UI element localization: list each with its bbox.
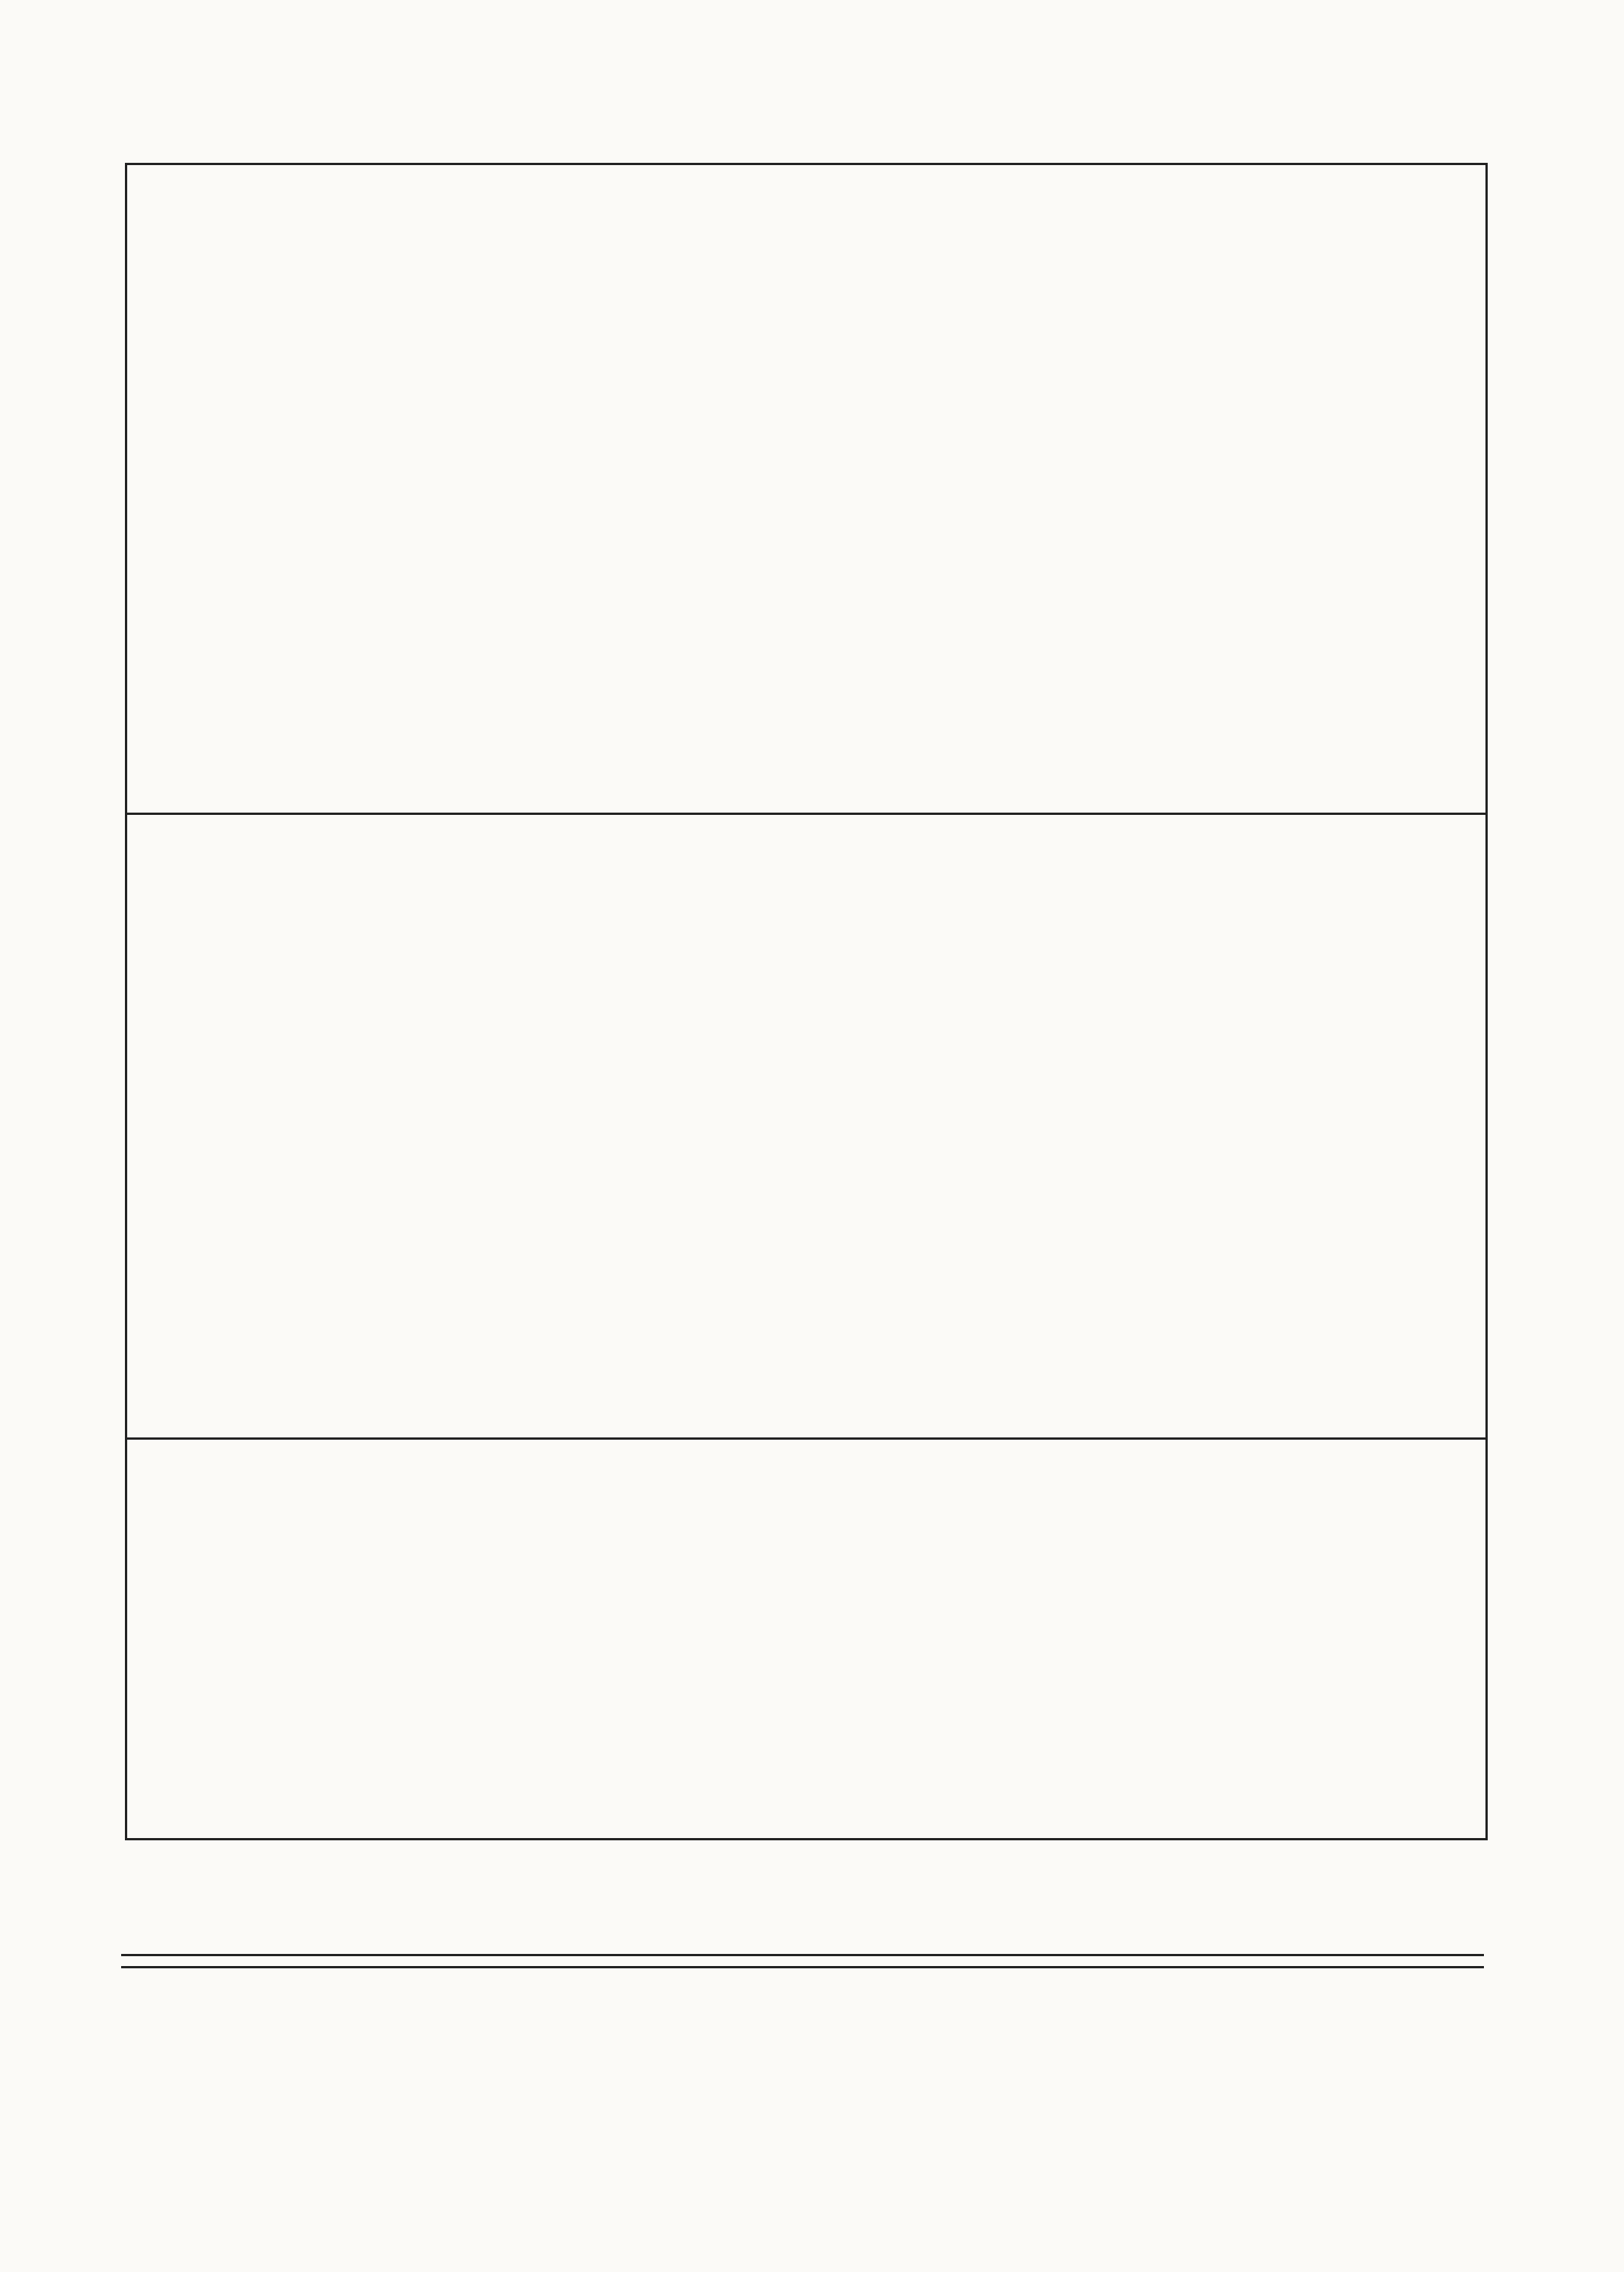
- text-frame: [125, 163, 1488, 1840]
- register-divider-2: [127, 1437, 1485, 1440]
- bottom-rule-1: [121, 1954, 1484, 1956]
- page-number: [1495, 1575, 1541, 1727]
- register-bottom: [135, 1447, 1478, 1825]
- bottom-rule-2: [121, 1966, 1484, 1968]
- volume-title: [53, 227, 114, 1136]
- register-middle: [135, 822, 1478, 1432]
- register-top: [135, 173, 1478, 805]
- register-divider-1: [127, 813, 1485, 815]
